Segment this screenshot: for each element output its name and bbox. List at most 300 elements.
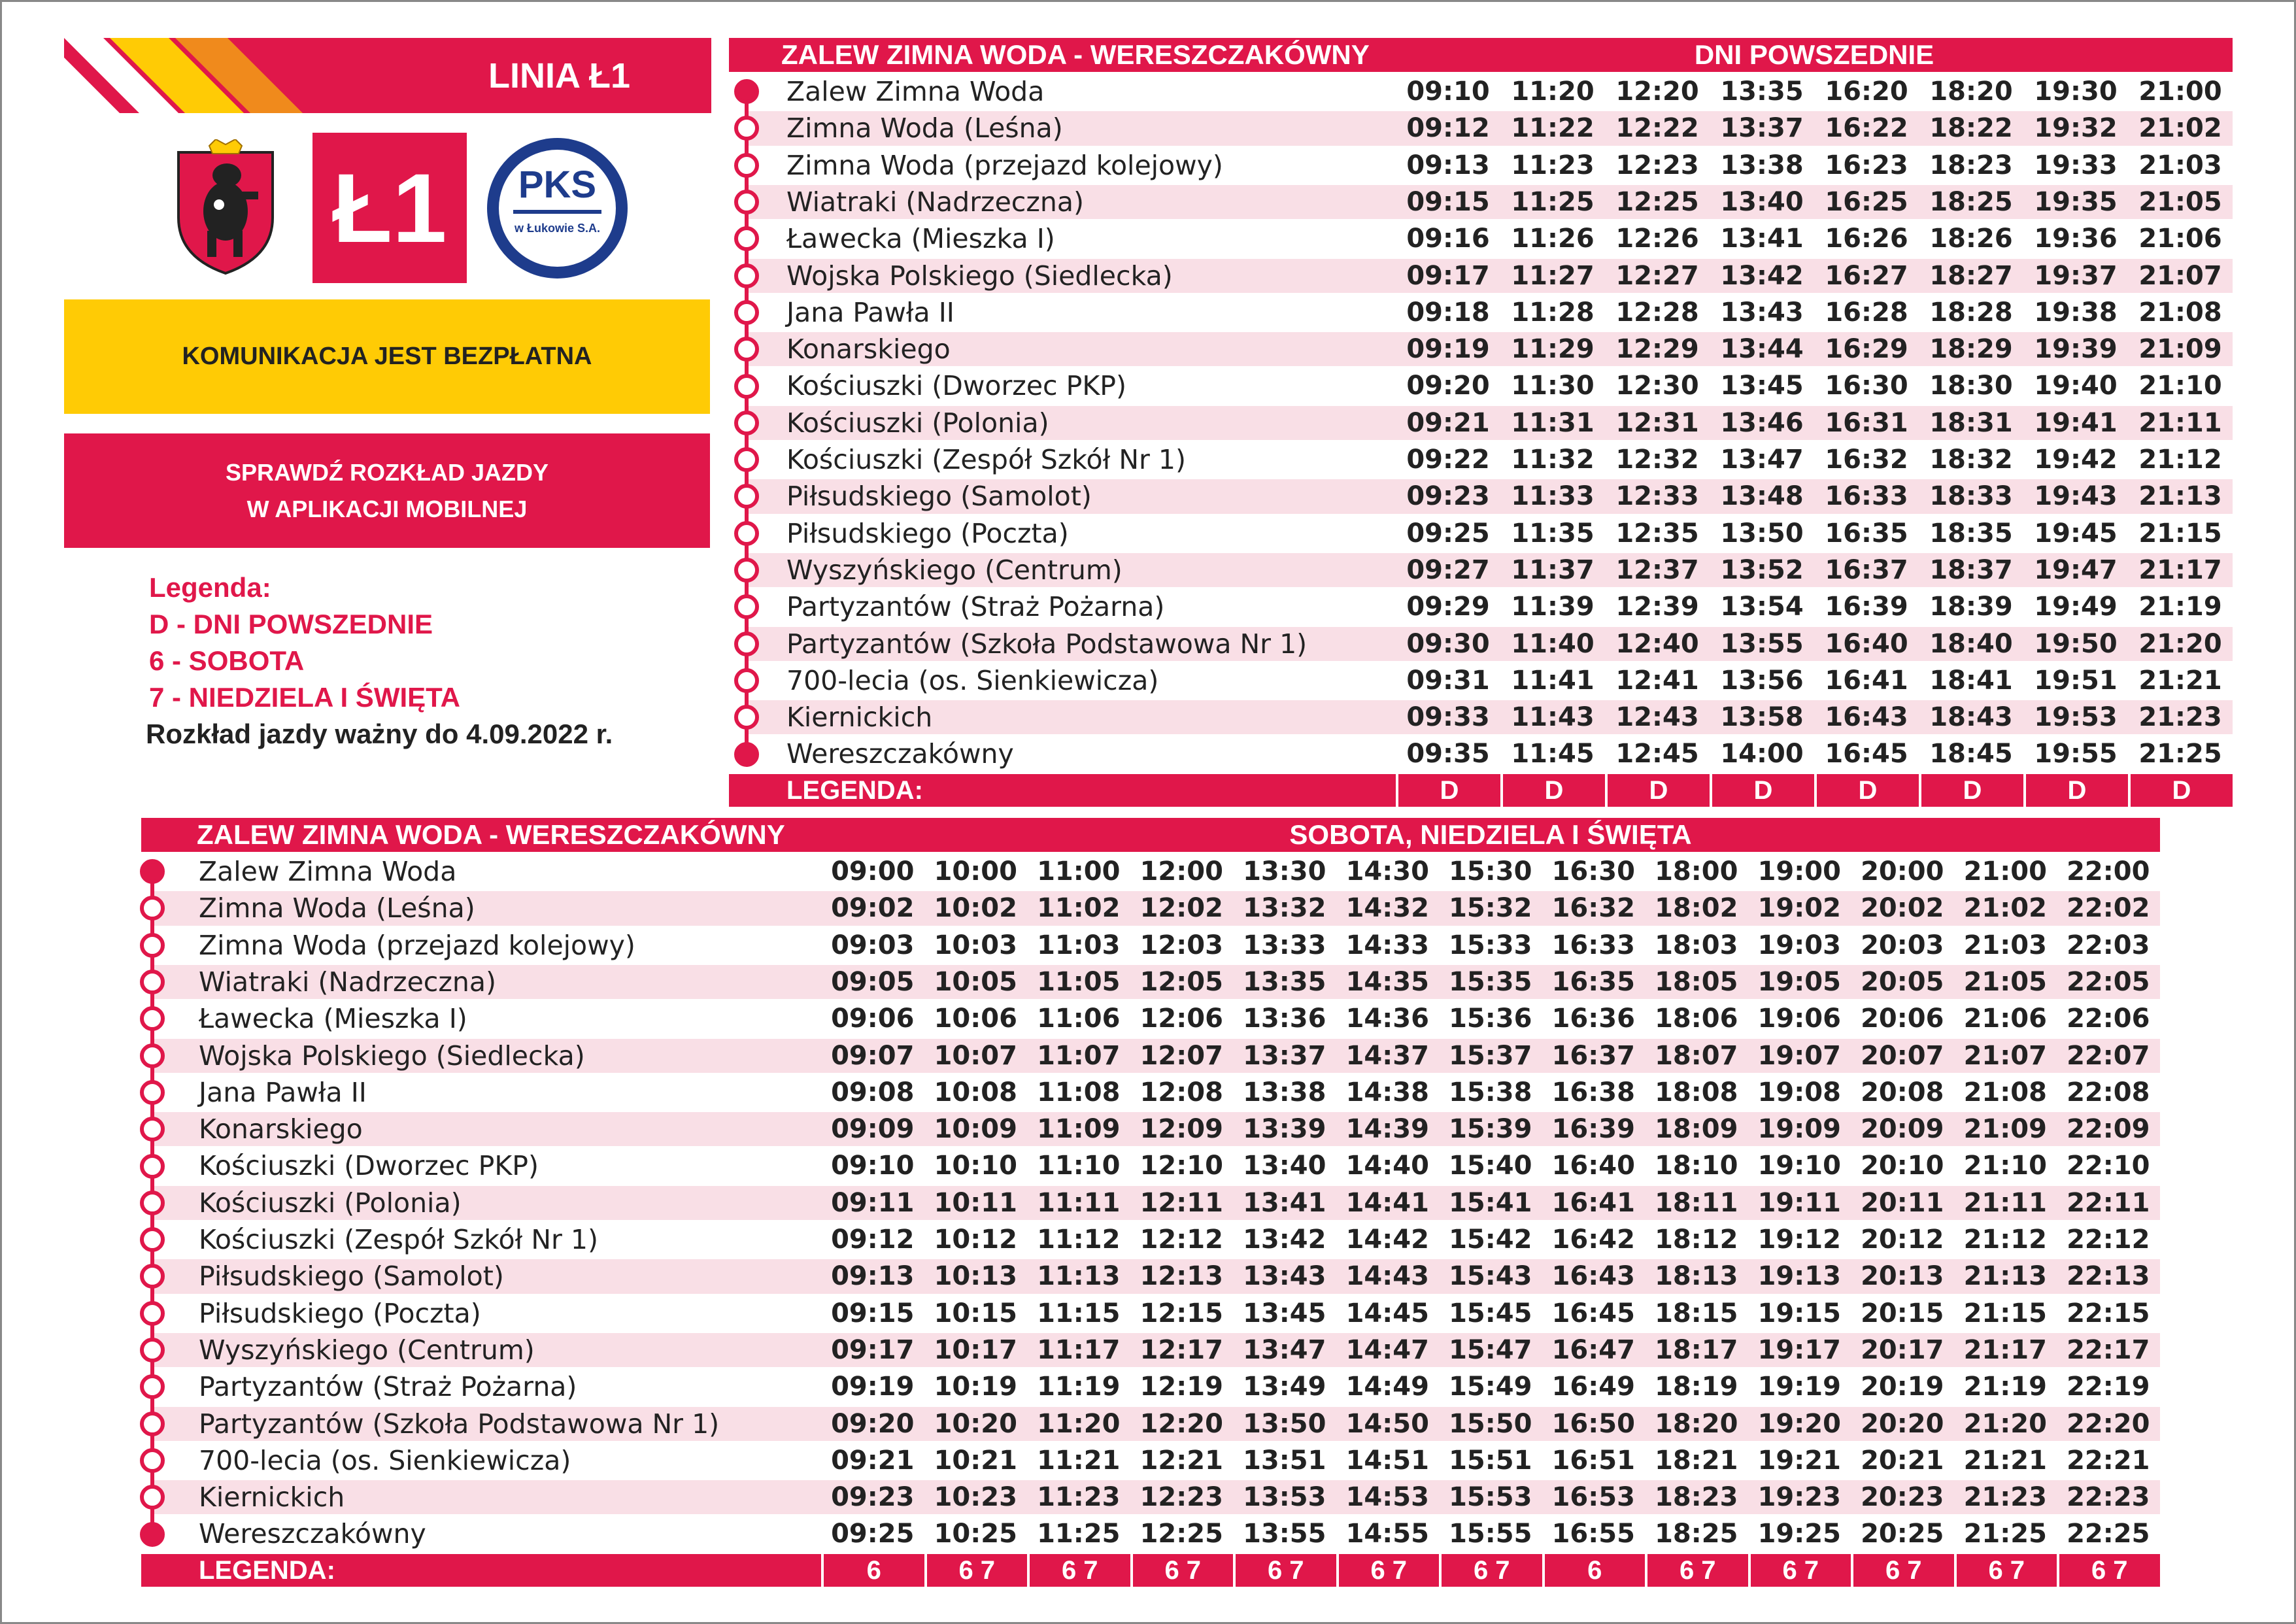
departure-time: 19:39 [2034,334,2118,365]
departure-time: 12:35 [1615,518,1699,549]
departure-time: 16:23 [1825,150,1908,180]
departure-time: 13:44 [1720,334,1804,365]
departure-time: 20:21 [1861,1445,1944,1476]
departure-time: 12:20 [1140,1408,1223,1439]
departure-time: 21:15 [1963,1298,2047,1328]
departure-time: 14:53 [1345,1482,1429,1513]
departure-time: 13:51 [1243,1445,1326,1476]
legend-day-code: 6 7 [2057,1554,2160,1587]
departure-time: 12:31 [1615,407,1699,438]
departure-time: 18:12 [1655,1225,1738,1255]
departure-time: 14:39 [1345,1114,1429,1145]
stop-name: Piłsudskiego (Poczta) [786,517,1069,549]
departure-time: 22:08 [2067,1077,2150,1108]
departure-time: 12:32 [1615,445,1699,475]
departure-time: 21:17 [1963,1334,2047,1365]
stop-name: Kiernickich [786,702,933,734]
departure-time: 09:25 [1406,518,1490,549]
weekend-period-title: SOBOTA, NIEDZIELA I ŚWIĘTA [1289,819,1692,850]
departure-time: 14:38 [1345,1077,1429,1108]
departure-time: 11:23 [1037,1482,1121,1513]
free-transport-notice [64,299,710,414]
departure-time: 18:05 [1655,966,1738,997]
departure-time: 14:35 [1345,966,1429,997]
departure-time: 21:00 [1963,856,2047,887]
stop-marker [734,705,759,730]
departure-time: 20:23 [1861,1482,1944,1513]
weekday-period-title: DNI POWSZEDNIE [1694,39,1934,70]
departure-time: 20:17 [1861,1334,1944,1365]
departure-time: 09:18 [1406,297,1490,328]
departure-time: 09:31 [1406,665,1490,696]
departure-time: 15:40 [1449,1151,1532,1181]
departure-time: 18:17 [1655,1334,1738,1365]
stop-marker [140,933,165,958]
departure-time: 19:21 [1757,1445,1841,1476]
departure-time: 16:45 [1825,739,1908,770]
departure-time: 11:00 [1037,856,1121,887]
departure-time: 13:55 [1720,628,1804,659]
departure-time: 20:08 [1861,1077,1944,1108]
stop-name: Wojska Polskiego (Siedlecka) [786,260,1173,292]
departure-time: 09:33 [1406,702,1490,733]
departure-time: 20:25 [1861,1519,1944,1549]
weekday-legend-row [729,774,2233,807]
departure-time: 16:30 [1825,371,1908,401]
weekend-row [154,1517,2160,1551]
legend-day-code: D [1605,774,1710,807]
departure-time: 21:07 [1963,1040,2047,1071]
departure-time: 12:13 [1140,1261,1223,1292]
departure-time: 10:09 [934,1114,1017,1145]
weekend-row [154,928,2160,962]
departure-time: 21:03 [2138,150,2222,180]
legend-day-code: 6 7 [1027,1554,1130,1587]
departure-time: 09:10 [831,1151,915,1181]
legend-day-code: D [2128,774,2233,807]
weekday-row [749,296,2233,330]
departure-time: 09:15 [1406,186,1490,217]
departure-time: 10:00 [934,856,1017,887]
departure-time: 10:21 [934,1445,1017,1476]
stop-marker [734,190,759,214]
departure-time: 12:33 [1615,481,1699,512]
legend-day-code: 6 [1542,1554,1646,1587]
departure-time: 09:06 [831,1004,915,1034]
departure-time: 19:08 [1757,1077,1841,1108]
stop-marker [734,558,759,583]
departure-time: 16:30 [1551,856,1635,887]
departure-time: 21:06 [1963,1004,2047,1034]
departure-time: 12:37 [1615,554,1699,585]
departure-time: 13:40 [1720,186,1804,217]
departure-time: 09:19 [831,1372,915,1402]
weekend-row [154,1333,2160,1367]
legend-day-code: 6 [821,1554,924,1587]
departure-time: 16:36 [1551,1004,1635,1034]
terminal-stop-marker [140,859,165,884]
departure-time: 12:17 [1140,1334,1223,1365]
departure-time: 19:15 [1757,1298,1841,1328]
departure-time: 09:09 [831,1114,915,1145]
weekend-route-title: ZALEW ZIMNA WODA - WERESZCZAKÓWNY [197,819,785,850]
departure-time: 11:37 [1511,554,1595,585]
departure-time: 09:07 [831,1040,915,1071]
departure-time: 10:12 [934,1225,1017,1255]
departure-time: 10:11 [934,1187,1017,1218]
departure-time: 11:20 [1511,76,1595,107]
departure-time: 09:20 [831,1408,915,1439]
departure-time: 22:06 [2067,1004,2150,1034]
departure-time: 10:03 [934,930,1017,960]
departure-time: 14:51 [1345,1445,1429,1476]
departure-time: 09:27 [1406,554,1490,585]
legend-day-code: D [1919,774,2023,807]
departure-time: 21:12 [2138,445,2222,475]
departure-time: 11:39 [1511,592,1595,622]
departure-time: 19:23 [1757,1482,1841,1513]
departure-time: 18:21 [1655,1445,1738,1476]
departure-time: 12:29 [1615,334,1699,365]
stop-name: Zalew Zimna Woda [786,76,1045,107]
stop-name: Kościuszki (Dworzec PKP) [199,1150,539,1182]
departure-time: 14:50 [1345,1408,1429,1439]
departure-time: 11:03 [1037,930,1121,960]
departure-time: 18:20 [1655,1408,1738,1439]
departure-time: 15:35 [1449,966,1532,997]
departure-time: 22:20 [2067,1408,2150,1439]
stop-name: Kościuszki (Zespół Szkół Nr 1) [199,1224,598,1255]
stop-name: Zimna Woda (przejazd kolejowy) [786,149,1223,181]
departure-time: 15:47 [1449,1334,1532,1365]
departure-time: 10:25 [934,1519,1017,1549]
departure-time: 21:21 [2138,665,2222,696]
stop-marker [140,1227,165,1252]
departure-time: 21:08 [2138,297,2222,328]
departure-time: 15:53 [1449,1482,1532,1513]
departure-time: 22:19 [2067,1372,2150,1402]
departure-time: 21:13 [1963,1261,2047,1292]
departure-time: 10:05 [934,966,1017,997]
departure-time: 13:48 [1720,481,1804,512]
departure-time: 13:37 [1243,1040,1326,1071]
departure-time: 12:43 [1615,702,1699,733]
weekend-row [154,1002,2160,1036]
departure-time: 13:38 [1243,1077,1326,1108]
departure-time: 13:46 [1720,407,1804,438]
legend-day-code: 6 7 [1439,1554,1542,1587]
stop-marker [734,263,759,288]
stop-marker [734,374,759,399]
departure-time: 21:19 [1963,1372,2047,1402]
departure-time: 15:38 [1449,1077,1532,1108]
weekend-row [154,1075,2160,1109]
legend-day-code: D [1396,774,1500,807]
departure-time: 14:32 [1345,893,1429,924]
departure-time: 22:05 [2067,966,2150,997]
stop-name: Piłsudskiego (Poczta) [199,1297,481,1329]
legend-title: Legenda: [149,572,271,603]
weekday-row [749,516,2233,550]
departure-time: 12:12 [1140,1225,1223,1255]
stop-marker [140,1043,165,1068]
departure-time: 16:35 [1825,518,1908,549]
departure-time: 11:29 [1511,334,1595,365]
departure-time: 15:37 [1449,1040,1532,1071]
departure-time: 11:07 [1037,1040,1121,1071]
departure-time: 21:23 [2138,702,2222,733]
stop-name: Wereszczakówny [786,738,1014,770]
departure-time: 12:45 [1615,739,1699,770]
departure-time: 09:13 [831,1261,915,1292]
departure-time: 11:28 [1511,297,1595,328]
legend-day-code: 6 7 [1851,1554,1954,1587]
departure-time: 19:12 [1757,1225,1841,1255]
departure-time: 13:38 [1720,150,1804,180]
departure-time: 09:12 [831,1225,915,1255]
departure-time: 15:39 [1449,1114,1532,1145]
stop-name: Wereszczakówny [199,1518,426,1550]
stop-name: Kościuszki (Polonia) [786,407,1049,439]
stop-name: Piłsudskiego (Samolot) [786,481,1092,513]
stop-marker [734,411,759,435]
weekend-header [141,818,2160,852]
departure-time: 20:03 [1861,930,1944,960]
departure-time: 12:25 [1615,186,1699,217]
departure-time: 11:30 [1511,371,1595,401]
departure-time: 19:42 [2034,445,2118,475]
departure-time: 13:42 [1720,260,1804,291]
departure-time: 10:10 [934,1151,1017,1181]
departure-time: 11:09 [1037,1114,1121,1145]
weekday-row [749,443,2233,477]
pks-logo-subtext: w Łukowie S.A. [514,222,601,235]
departure-time: 19:20 [1757,1408,1841,1439]
departure-time: 14:55 [1345,1519,1429,1549]
stop-name: Ławecka (Mieszka I) [199,1003,467,1035]
departure-time: 18:33 [1929,481,2013,512]
departure-time: 21:15 [2138,518,2222,549]
departure-time: 15:41 [1449,1187,1532,1218]
departure-time: 10:08 [934,1077,1017,1108]
departure-time: 11:06 [1037,1004,1121,1034]
departure-time: 16:39 [1825,592,1908,622]
stop-name: Konarskiego [786,333,951,365]
departure-time: 11:35 [1511,518,1595,549]
departure-time: 20:07 [1861,1040,1944,1071]
departure-time: 22:07 [2067,1040,2150,1071]
departure-time: 18:25 [1929,186,2013,217]
legend-day-code: 6 7 [1233,1554,1336,1587]
departure-time: 19:41 [2034,407,2118,438]
departure-time: 21:02 [1963,893,2047,924]
departure-time: 15:36 [1449,1004,1532,1034]
departure-time: 13:42 [1243,1225,1326,1255]
departure-time: 12:07 [1140,1040,1223,1071]
departure-time: 09:20 [1406,371,1490,401]
departure-time: 11:25 [1037,1519,1121,1549]
legend-label: LEGENDA: [199,1555,335,1585]
stop-marker [140,1080,165,1105]
departure-time: 16:27 [1825,260,1908,291]
departure-time: 21:10 [1963,1151,2047,1181]
departure-time: 16:53 [1551,1482,1635,1513]
stop-marker [140,1301,165,1326]
departure-time: 12:11 [1140,1187,1223,1218]
departure-time: 11:10 [1037,1151,1121,1181]
departure-time: 19:09 [1757,1114,1841,1145]
stop-marker [140,970,165,994]
departure-time: 22:12 [2067,1225,2150,1255]
departure-time: 09:16 [1406,224,1490,254]
departure-time: 18:20 [1929,76,2013,107]
departure-time: 19:02 [1757,893,1841,924]
departure-time: 09:10 [1406,76,1490,107]
departure-time: 21:09 [1963,1114,2047,1145]
departure-time: 16:26 [1825,224,1908,254]
stop-name: Wojska Polskiego (Siedlecka) [199,1040,585,1072]
departure-time: 21:09 [2138,334,2222,365]
stop-name: Wyszyńskiego (Centrum) [786,554,1123,586]
departure-time: 19:38 [2034,297,2118,328]
legend-day-code: 6 7 [1748,1554,1851,1587]
departure-time: 11:15 [1037,1298,1121,1328]
departure-time: 14:41 [1345,1187,1429,1218]
stop-name: Partyzantów (Straż Pożarna) [786,591,1165,623]
departure-time: 09:23 [1406,481,1490,512]
departure-time: 16:49 [1551,1372,1635,1402]
departure-time: 13:45 [1720,371,1804,401]
departure-time: 13:41 [1720,224,1804,254]
legend-item-weekdays: D - DNI POWSZEDNIE [149,609,433,639]
weekend-row [154,891,2160,925]
departure-time: 12:00 [1140,856,1223,887]
departure-time: 13:37 [1720,113,1804,144]
departure-time: 14:33 [1345,930,1429,960]
departure-time: 12:06 [1140,1004,1223,1034]
weekend-row [154,1186,2160,1220]
departure-time: 18:15 [1655,1298,1738,1328]
departure-time: 22:10 [2067,1151,2150,1181]
departure-time: 13:56 [1720,665,1804,696]
departure-time: 20:10 [1861,1151,1944,1181]
departure-time: 12:03 [1140,930,1223,960]
departure-time: 10:13 [934,1261,1017,1292]
weekday-timetable [729,38,2233,805]
departure-time: 21:25 [1963,1519,2047,1549]
stop-name: 700-lecia (os. Sienkiewicza) [786,664,1159,696]
departure-time: 16:33 [1551,930,1635,960]
stop-name: Kościuszki (Zespół Szkół Nr 1) [786,444,1186,475]
weekend-row [154,1407,2160,1441]
departure-time: 21:07 [2138,260,2222,291]
departure-time: 20:13 [1861,1261,1944,1292]
departure-time: 18:13 [1655,1261,1738,1292]
departure-time: 09:13 [1406,150,1490,180]
departure-time: 15:55 [1449,1519,1532,1549]
departure-time: 18:40 [1929,628,2013,659]
departure-time: 15:30 [1449,856,1532,887]
departure-time: 19:00 [1757,856,1841,887]
weekday-row [749,111,2233,145]
departure-time: 21:12 [1963,1225,2047,1255]
weekday-header [729,38,2233,72]
departure-time: 12:02 [1140,893,1223,924]
departure-time: 13:32 [1243,893,1326,924]
departure-time: 18:35 [1929,518,2013,549]
departure-time: 10:20 [934,1408,1017,1439]
mobile-app-line-1: SPRAWDŹ ROZKŁAD JAZDY [226,458,549,486]
coat-of-arms-icon [173,139,278,277]
departure-time: 16:55 [1551,1519,1635,1549]
departure-time: 09:23 [831,1482,915,1513]
departure-time: 20:06 [1861,1004,1944,1034]
departure-time: 18:29 [1929,334,2013,365]
departure-time: 14:42 [1345,1225,1429,1255]
departure-time: 09:29 [1406,592,1490,622]
city-coat-of-arms [173,139,278,277]
departure-time: 22:03 [2067,930,2150,960]
departure-time: 21:23 [1963,1482,2047,1513]
departure-time: 11:26 [1511,224,1595,254]
departure-time: 19:17 [1757,1334,1841,1365]
departure-time: 18:30 [1929,371,2013,401]
weekend-row [154,1223,2160,1257]
departure-time: 19:49 [2034,592,2118,622]
pks-logo-text: PKS [518,163,597,206]
departure-time: 13:55 [1243,1519,1326,1549]
departure-time: 18:26 [1929,224,2013,254]
departure-time: 18:07 [1655,1040,1738,1071]
departure-time: 11:11 [1037,1187,1121,1218]
departure-time: 12:25 [1140,1519,1223,1549]
stop-name: Partyzantów (Szkoła Podstawowa Nr 1) [786,628,1308,660]
departure-time: 19:13 [1757,1261,1841,1292]
stop-marker [140,1338,165,1362]
departure-time: 09:17 [831,1334,915,1365]
departure-time: 11:21 [1037,1445,1121,1476]
departure-time: 10:02 [934,893,1017,924]
departure-time: 19:25 [1757,1519,1841,1549]
mobile-app-line-2: W APLIKACJI MOBILNEJ [246,495,528,522]
departure-time: 11:33 [1511,481,1595,512]
pks-logo [487,138,628,279]
departure-time: 13:47 [1243,1334,1326,1365]
stop-marker [140,1448,165,1473]
legend-label: LEGENDA: [786,775,923,805]
departure-time: 13:58 [1720,702,1804,733]
departure-time: 18:19 [1655,1372,1738,1402]
departure-time: 13:45 [1243,1298,1326,1328]
departure-time: 16:25 [1825,186,1908,217]
departure-time: 10:07 [934,1040,1017,1071]
departure-time: 18:43 [1929,702,2013,733]
departure-time: 21:25 [2138,739,2222,770]
stop-name: Zimna Woda (Leśna) [786,112,1063,144]
departure-time: 11:40 [1511,628,1595,659]
weekday-row [749,406,2233,440]
departure-time: 16:32 [1551,893,1635,924]
departure-time: 18:10 [1655,1151,1738,1181]
stripes-svg [64,38,407,113]
departure-time: 15:33 [1449,930,1532,960]
legend-day-code: 6 7 [1336,1554,1440,1587]
departure-time: 11:31 [1511,407,1595,438]
legend-block [146,569,672,753]
stop-name: Partyzantów (Szkoła Podstawowa Nr 1) [199,1408,720,1440]
departure-time: 13:52 [1720,554,1804,585]
departure-time: 12:39 [1615,592,1699,622]
